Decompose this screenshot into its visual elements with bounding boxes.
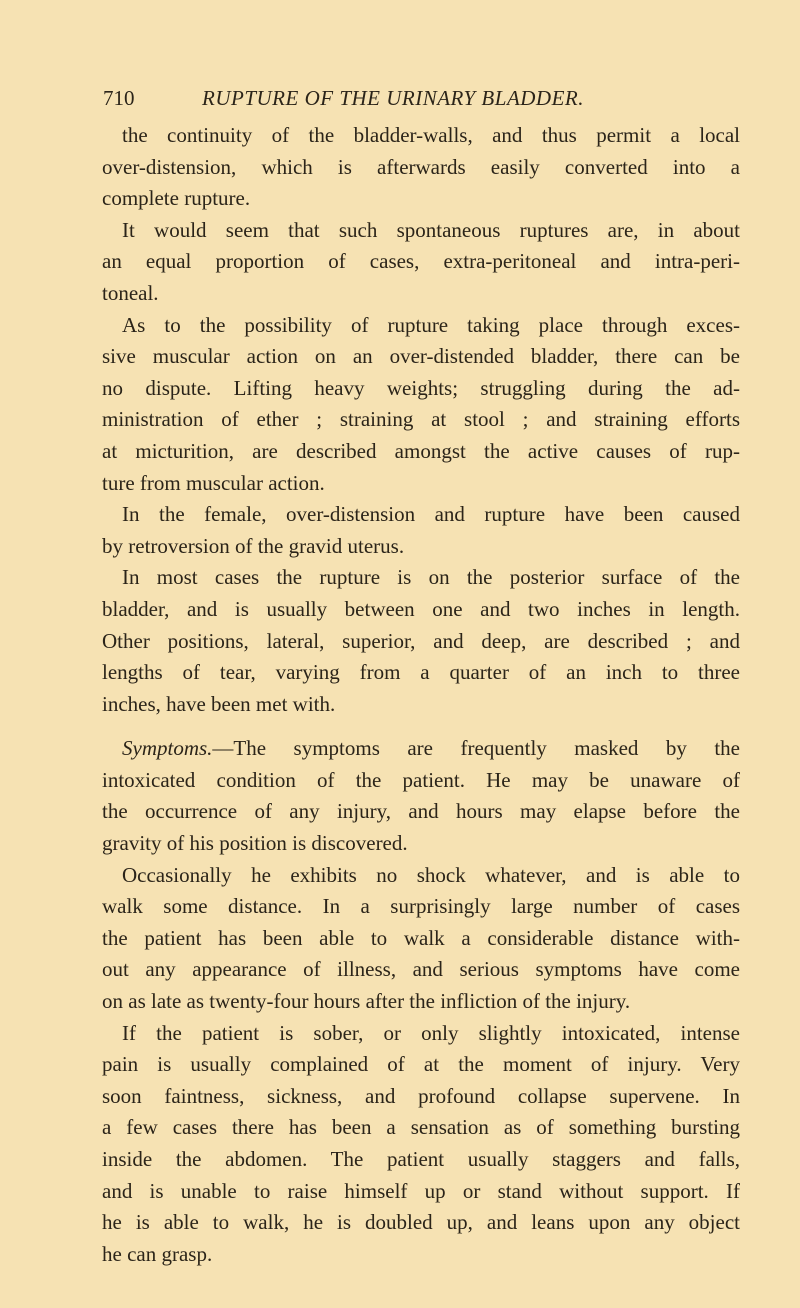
text-line: a few cases there has been a sensation as of something bursting: [102, 1115, 740, 1140]
text-line: bladder, and is usually between one and two inches in length.: [102, 596, 740, 621]
paragraph: [102, 562, 740, 720]
text-line: soon faintness, sickness, and profound collapse supervene. In: [102, 1083, 740, 1108]
text-line: and is unable to raise himself up or stand without support. If: [102, 1178, 740, 1203]
section-heading-symptoms: Symptoms.: [122, 736, 213, 761]
text-line: over-distension, which is afterwards easily converted into a: [102, 154, 740, 179]
running-title: RUPTURE OF THE URINARY BLADDER.: [202, 86, 585, 110]
page-body: [102, 120, 740, 1270]
text-line: no dispute. Lifting heavy weights; struggling during the ad-: [102, 375, 740, 400]
text-line: As to the possibility of rupture taking place through exces-: [122, 312, 740, 337]
paragraph: [102, 215, 740, 310]
text-line: Occasionally he exhibits no shock whatever, and is able to: [122, 862, 740, 887]
text-line: gravity of his position is discovered.: [102, 831, 408, 856]
text-line: he is able to walk, he is doubled up, and leans upon any object: [102, 1210, 740, 1235]
text-line: inches, have been met with.: [102, 691, 336, 716]
text-line: he can grasp.: [102, 1241, 213, 1266]
text-line: Other positions, lateral, superior, and deep, are described ; and: [102, 628, 740, 653]
paragraph: [102, 499, 740, 562]
text-line: pain is usually complained of at the moment of injury. Very: [102, 1052, 740, 1077]
page-number: 710: [103, 86, 135, 110]
text-line: ture from muscular action.: [102, 470, 325, 495]
text-line: In the female, over-distension and rupture have been caused: [122, 502, 740, 527]
paragraphs-section-2: [102, 860, 740, 1271]
text-line: by retroversion of the gravid uterus.: [102, 533, 405, 558]
text-line: lengths of tear, varying from a quarter of an inch to three: [102, 660, 740, 685]
text-line: ministration of ether ; straining at stool ; and straining efforts: [102, 407, 740, 432]
text-line: [102, 733, 740, 765]
text-line: intoxicated condition of the patient. He may be unaware of: [102, 767, 740, 792]
text-line: In most cases the rupture is on the posterior surface of the: [122, 565, 740, 590]
paragraph: [102, 1018, 740, 1271]
text-line: at micturition, are described amongst the active causes of rup-: [102, 438, 740, 463]
paragraph: [102, 310, 740, 500]
text-line: walk some distance. In a surprisingly large number of cases: [102, 894, 740, 919]
text-line-rest: —The symptoms are frequently masked by the: [212, 736, 740, 761]
text-line: the patient has been able to walk a considerable distance with-: [102, 925, 740, 950]
text-line: on as late as twenty-four hours after the infliction of the injury.: [102, 989, 631, 1014]
paragraph-symptoms: [102, 733, 740, 859]
text-line: inside the abdomen. The patient usually staggers and falls,: [102, 1147, 740, 1171]
text-line: sive muscular action on an over-distended bladder, there can be: [102, 344, 740, 369]
text-line: It would seem that such spontaneous ruptures are, in about: [122, 217, 740, 242]
text-line: toneal.: [102, 280, 159, 305]
paragraphs-section-1: [102, 120, 740, 720]
text-line: the occurrence of any injury, and hours may elapse before the: [102, 799, 740, 824]
paragraph: [102, 120, 740, 215]
text-line: complete rupture.: [102, 186, 251, 211]
text-line: If the patient is sober, or only slightly intoxicated, intense: [122, 1020, 740, 1045]
text-line: out any appearance of illness, and serious symptoms have come: [102, 957, 740, 982]
text-line: the continuity of the bladder-walls, and thus permit a local: [122, 123, 740, 147]
running-header: [103, 86, 743, 116]
paragraph: [102, 860, 740, 1018]
text-line: an equal proportion of cases, extra-peritoneal and intra-peri-: [102, 249, 740, 274]
